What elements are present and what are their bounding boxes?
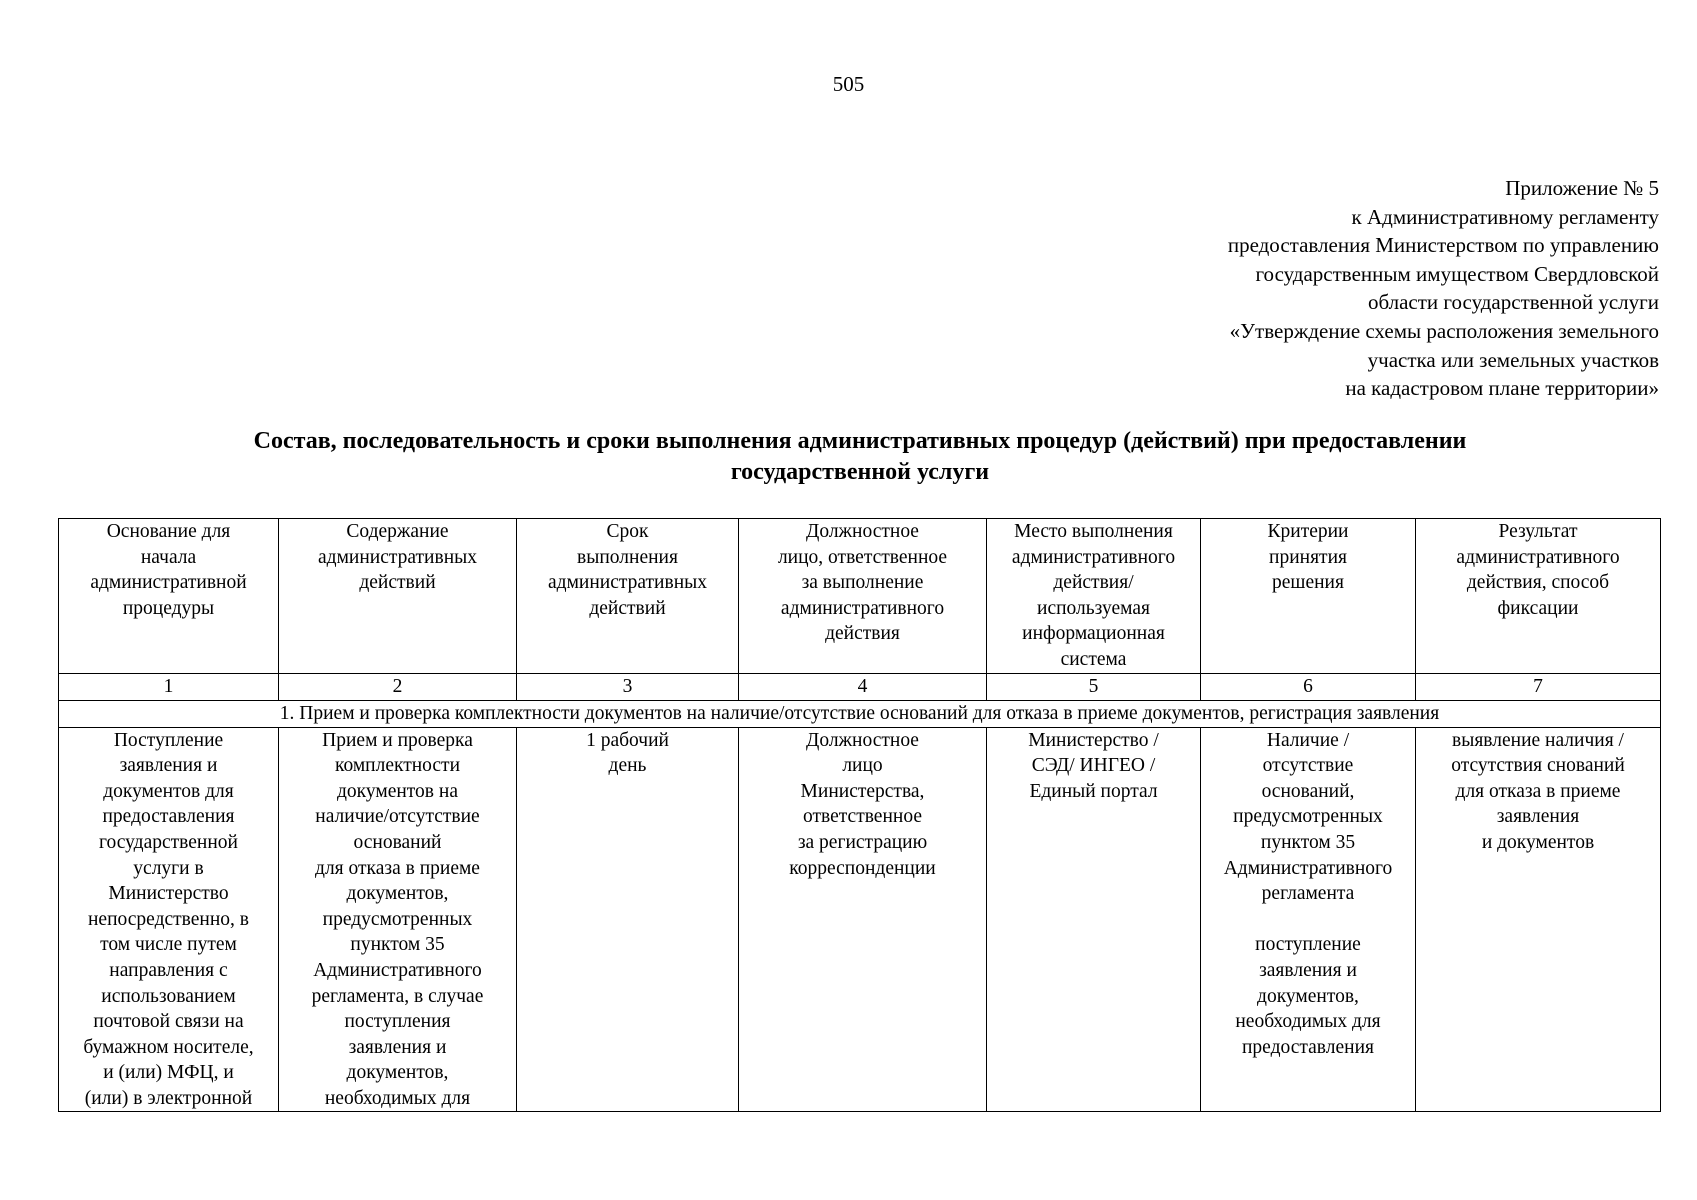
appendix-line: государственным имуществом Свердловской <box>1255 261 1659 286</box>
column-number: 1 <box>59 673 279 700</box>
table-row <box>59 727 1661 1112</box>
column-number: 7 <box>1416 673 1661 700</box>
header-cell-place: Место выполнения административного действия/ используемая информационная система <box>987 519 1201 674</box>
appendix-line: «Утверждение схемы расположения земельного <box>1229 318 1659 343</box>
header-cell-criteria: Критерии принятия решения <box>1201 519 1416 674</box>
appendix-line: участка или земельных участков <box>1367 347 1659 372</box>
column-number: 3 <box>517 673 739 700</box>
header-cell-official: Должностное лицо, ответственное за выполнение административного действия <box>739 519 987 674</box>
page-number: 505 <box>832 72 865 96</box>
column-number: 5 <box>987 673 1201 700</box>
column-number: 2 <box>279 673 517 700</box>
cell-basis: Поступление заявления и документов для предоставления государственной услуги в Министерство непосредственно, в том числе путем направления с использованием почтовой связи на бумажном носителе, и (или) МФЦ, и (или) в электронной <box>59 727 279 1112</box>
appendix-line: предоставления Министерством по управлению <box>1227 233 1659 258</box>
cell-place: Министерство / СЭД/ ИНГЕО / Единый портал <box>987 727 1201 1112</box>
appendix-header <box>959 174 1659 403</box>
header-cell-content: Содержание административных действий <box>279 519 517 674</box>
column-number: 6 <box>1201 673 1416 700</box>
appendix-line: области государственной услуги <box>1367 290 1659 315</box>
column-number: 4 <box>739 673 987 700</box>
cell-content: Прием и проверка комплектности документов на наличие/отсутствие оснований для отказа в приеме документов, предусмотренных пунктом 35 Административного регламента, в случае поступления заявления и документов, необходимых для <box>279 727 517 1112</box>
cell-deadline: 1 рабочий день <box>517 727 739 1112</box>
header-cell-basis: Основание для начала административной процедуры <box>59 519 279 674</box>
appendix-line: на кадастровом плане территории» <box>1345 376 1659 401</box>
procedures-table <box>58 518 1661 1112</box>
header-cell-result: Результат административного действия, способ фиксации <box>1416 519 1661 674</box>
header-cell-deadline: Срок выполнения административных действий <box>517 519 739 674</box>
cell-result: выявление наличия / отсутствия снований для отказа в приеме заявления и документов <box>1416 727 1661 1112</box>
cell-criteria: Наличие / отсутствие оснований, предусмотренных пунктом 35 Административного регламента поступление заявления и документов, необходимых для предоставления <box>1201 727 1416 1112</box>
table-header-row <box>59 519 1661 674</box>
column-number-row <box>59 673 1661 700</box>
cell-official: Должностное лицо Министерства, ответственное за регистрацию корреспонденции <box>739 727 987 1112</box>
section-row <box>59 700 1661 727</box>
appendix-line: к Административному регламенту <box>1351 204 1659 229</box>
section-title: 1. Прием и проверка комплектности документов на наличие/отсутствие оснований для отказа в приеме документов, регистрация заявления <box>59 700 1661 727</box>
document-title: Состав, последовательность и сроки выполнения административных процедур (действий) при предоставлении государственной услуги <box>253 428 1467 485</box>
appendix-line: Приложение № 5 <box>1505 176 1659 200</box>
